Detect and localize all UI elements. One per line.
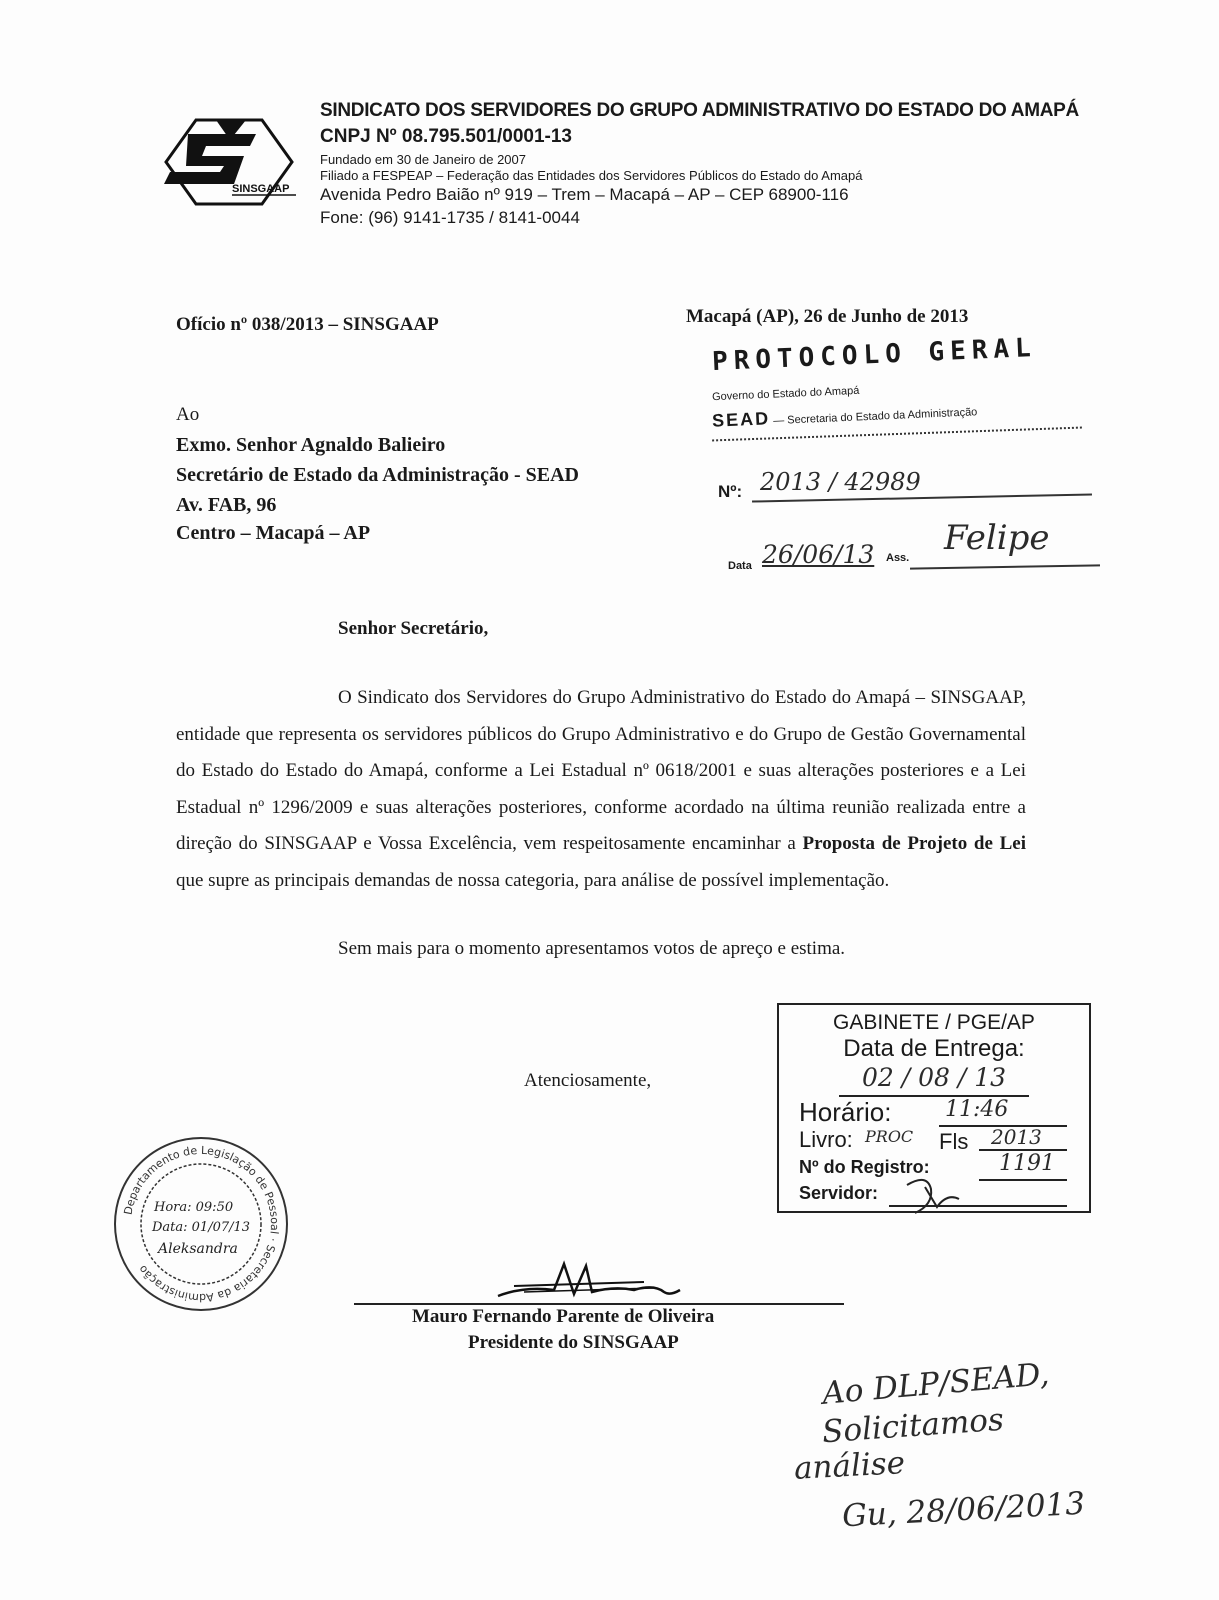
gabinete-delivery-value: 02 / 08 / 13	[861, 1063, 1007, 1092]
department-round-stamp	[112, 1135, 290, 1313]
recipient-title: Secretário de Estado da Administração - SEAD	[176, 464, 579, 486]
protocol-stamp-government: Governo do Estado do Amapá	[711, 384, 860, 404]
gabinete-page-value: 2013	[991, 1125, 1042, 1149]
protocol-signature-line	[910, 564, 1100, 569]
sinsgaap-logo	[158, 112, 300, 212]
gabinete-title: GABINETE / PGE/AP	[833, 1011, 1035, 1034]
letter-date: Macapá (AP), 26 de Junho de 2013	[686, 306, 969, 327]
svg-text:SINSGAAP: SINSGAAP	[232, 183, 290, 195]
body-text-bold: Proposta de Projeto de Lei	[802, 833, 1027, 855]
gabinete-time-value: 11:46	[945, 1097, 1009, 1122]
union-name: SINDICATO DOS SERVIDORES DO GRUPO ADMINISTRATIVO DO ESTADO DO AMAPÁ	[320, 100, 1079, 121]
protocol-date-label: Data	[728, 560, 752, 572]
handwritten-note-line1: Ao DLP/SEAD,	[820, 1356, 1051, 1412]
union-founded: Fundado em 30 de Janeiro de 2007	[320, 152, 526, 167]
gabinete-stamp	[777, 1003, 1091, 1213]
gabinete-registry-label: Nº do Registro:	[799, 1157, 930, 1177]
body-text-part1: O Sindicato dos Servidores do Grupo Administrativo do Estado do Amapá – SINSGAAP, entidade que representa os servidores públicos do Grupo Administrativo e do Grupo de Gestão Governamental do Estado do Estado do Amapá, conforme a Lei Estadual nº 0618/2001 e suas alterações posteriores e a Lei Estadual nº 1296/2009 e suas alterações posteriores, conforme acordado na última reunião realizada entre a direção do SINSGAAP e Vossa Excelência, vem respeitosamente encaminhar a	[176, 687, 1026, 855]
regards: Atenciosamente,	[524, 1070, 652, 1091]
gabinete-registry-line	[979, 1179, 1067, 1181]
protocol-date-value: 26/06/13	[762, 540, 875, 569]
protocol-number-value: 2013 / 42989	[760, 468, 921, 496]
handwritten-note-line3: análise	[793, 1445, 906, 1487]
round-stamp-time: Hora: 09:50	[154, 1200, 234, 1215]
handwritten-note-line2: Solicitamos	[820, 1401, 1005, 1451]
signature-line	[354, 1303, 844, 1305]
union-phone: Fone: (96) 9141-1735 / 8141-0044	[320, 208, 580, 227]
body-text-part2: que supre as principais demandas de nossa categoria, para análise de possível implementação.	[176, 869, 890, 891]
letter-body	[176, 680, 1026, 900]
gabinete-registry-value: 1191	[999, 1151, 1055, 1176]
gabinete-book-value: PROC	[865, 1127, 914, 1146]
round-stamp-ring-text: Departamento de Legislação de Pessoal · Secretaria da Administração	[121, 1143, 282, 1305]
gabinete-servant-label: Servidor:	[799, 1183, 879, 1203]
round-stamp-signature: Aleksandra	[158, 1241, 238, 1257]
letter-reference: Ofício nº 038/2013 – SINSGAAP	[176, 314, 439, 335]
signer-name: Mauro Fernando Parente de Oliveira	[412, 1306, 715, 1327]
salutation: Senhor Secretário,	[338, 618, 489, 639]
union-address: Avenida Pedro Baião nº 919 – Trem – Macapá – AP – CEP 68900-116	[320, 185, 849, 204]
gabinete-servant-initials	[897, 1173, 977, 1223]
signer-role: Presidente do SINSGAAP	[468, 1332, 679, 1353]
gabinete-page-label: Fls	[939, 1129, 969, 1154]
recipient-to: Ao	[176, 404, 200, 425]
union-affiliation: Filiado a FESPEAP – Federação das Entidades dos Servidores Públicos do Estado do Amapá	[320, 168, 863, 183]
recipient-name: Exmo. Senhor Agnaldo Balieiro	[176, 434, 446, 456]
gabinete-time-label: Horário:	[799, 1097, 892, 1127]
closing-sentence: Sem mais para o momento apresentamos votos de apreço e estima.	[338, 938, 846, 959]
gabinete-book-label: Livro:	[799, 1127, 853, 1152]
protocol-signature-label: Ass.	[886, 552, 910, 564]
protocol-stamp-sead-full: — Secretaria do Estado da Administração	[772, 406, 978, 428]
protocol-stamp-sead-abbr: SEAD	[711, 408, 771, 431]
recipient-street: Av. FAB, 96	[176, 494, 277, 516]
protocol-number-label: Nº:	[718, 482, 743, 501]
union-cnpj: CNPJ Nº 08.795.501/0001-13	[320, 126, 573, 147]
gabinete-servant-line	[889, 1205, 1067, 1207]
round-stamp-date: Data: 01/07/13	[152, 1220, 251, 1235]
protocol-signature: Felipe	[944, 518, 1050, 558]
handwritten-note-line4: Gu, 28/06/2013	[841, 1485, 1086, 1535]
recipient-city: Centro – Macapá – AP	[176, 522, 371, 544]
protocol-stamp-sead	[712, 399, 978, 432]
gabinete-delivery-label: Data de Entrega:	[843, 1035, 1025, 1062]
protocol-stamp-title: PROTOCOLO GERAL	[711, 332, 1038, 378]
